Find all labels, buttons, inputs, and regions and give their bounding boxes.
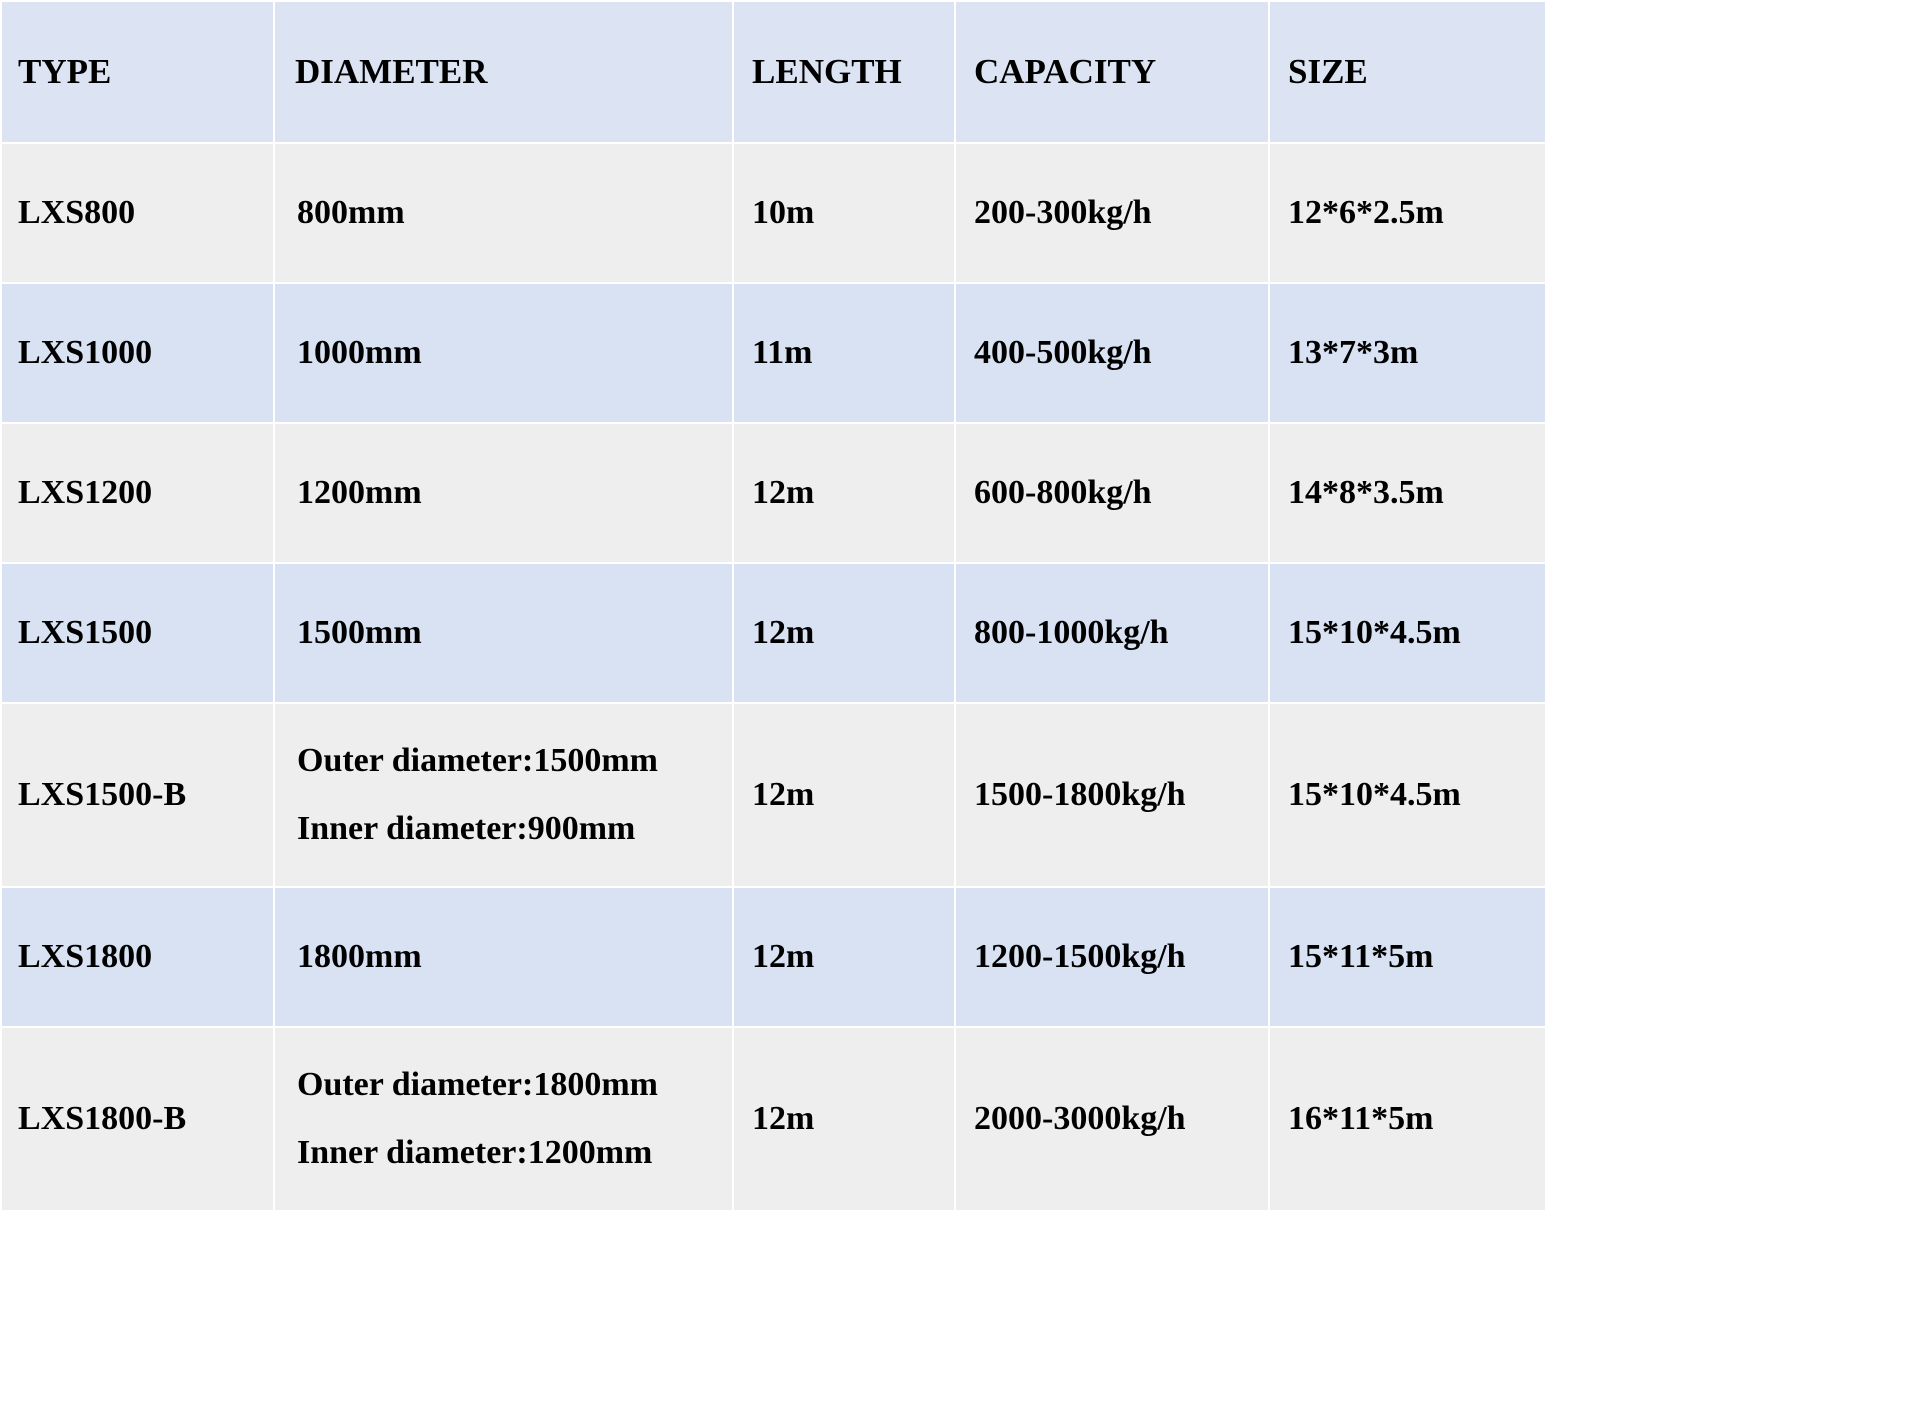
cell-capacity: 800-1000kg/h [955, 563, 1269, 703]
diameter-line-inner: Inner diameter:900mm [297, 810, 636, 847]
cell-size: 16*11*5m [1269, 1027, 1546, 1211]
diameter-lines [297, 472, 718, 515]
cell-type: LXS1800 [1, 887, 274, 1027]
diameter-line: 1800mm [297, 937, 422, 975]
column-header-size: SIZE [1269, 1, 1546, 143]
column-header-capacity: CAPACITY [955, 1, 1269, 143]
cell-size: 14*8*3.5m [1269, 423, 1546, 563]
table-header-row [1, 1, 1546, 143]
diameter-lines [297, 740, 718, 851]
cell-size: 13*7*3m [1269, 283, 1546, 423]
diameter-lines [297, 612, 718, 655]
cell-length: 12m [733, 887, 955, 1027]
cell-diameter [274, 1027, 733, 1211]
table-row [1, 143, 1546, 283]
cell-diameter [274, 423, 733, 563]
table-row [1, 283, 1546, 423]
cell-type: LXS1500 [1, 563, 274, 703]
cell-diameter [274, 143, 733, 283]
cell-length: 10m [733, 143, 955, 283]
diameter-line: 1000mm [297, 333, 422, 371]
diameter-line-outer: Outer diameter:1500mm [297, 741, 658, 779]
cell-type: LXS800 [1, 143, 274, 283]
table-row [1, 1027, 1546, 1211]
cell-diameter [274, 563, 733, 703]
cell-type: LXS1000 [1, 283, 274, 423]
cell-diameter [274, 703, 733, 887]
column-header-type: TYPE [1, 1, 274, 143]
cell-size: 15*10*4.5m [1269, 703, 1546, 887]
cell-size: 15*11*5m [1269, 887, 1546, 1027]
cell-diameter [274, 887, 733, 1027]
cell-capacity: 200-300kg/h [955, 143, 1269, 283]
cell-capacity: 600-800kg/h [955, 423, 1269, 563]
diameter-lines [297, 936, 718, 979]
cell-length: 12m [733, 423, 955, 563]
table-row [1, 887, 1546, 1027]
diameter-line-outer: Outer diameter:1800mm [297, 1065, 658, 1103]
cell-length: 12m [733, 563, 955, 703]
diameter-line-inner: Inner diameter:1200mm [297, 1134, 653, 1171]
diameter-lines [297, 332, 718, 375]
cell-capacity: 400-500kg/h [955, 283, 1269, 423]
diameter-line: 1500mm [297, 613, 422, 651]
cell-length: 12m [733, 1027, 955, 1211]
column-header-diameter: DIAMETER [274, 1, 733, 143]
diameter-line: 800mm [297, 193, 405, 231]
table-row [1, 423, 1546, 563]
cell-capacity: 1200-1500kg/h [955, 887, 1269, 1027]
cell-size: 15*10*4.5m [1269, 563, 1546, 703]
cell-size: 12*6*2.5m [1269, 143, 1546, 283]
cell-capacity: 1500-1800kg/h [955, 703, 1269, 887]
cell-length: 11m [733, 283, 955, 423]
cell-length: 12m [733, 703, 955, 887]
table-row [1, 703, 1546, 887]
cell-type: LXS1500-B [1, 703, 274, 887]
table-row [1, 563, 1546, 703]
cell-diameter [274, 283, 733, 423]
cell-capacity: 2000-3000kg/h [955, 1027, 1269, 1211]
column-header-length: LENGTH [733, 1, 955, 143]
diameter-lines [297, 1064, 718, 1175]
diameter-lines [297, 192, 718, 235]
diameter-line: 1200mm [297, 473, 422, 511]
cell-type: LXS1800-B [1, 1027, 274, 1211]
cell-type: LXS1200 [1, 423, 274, 563]
